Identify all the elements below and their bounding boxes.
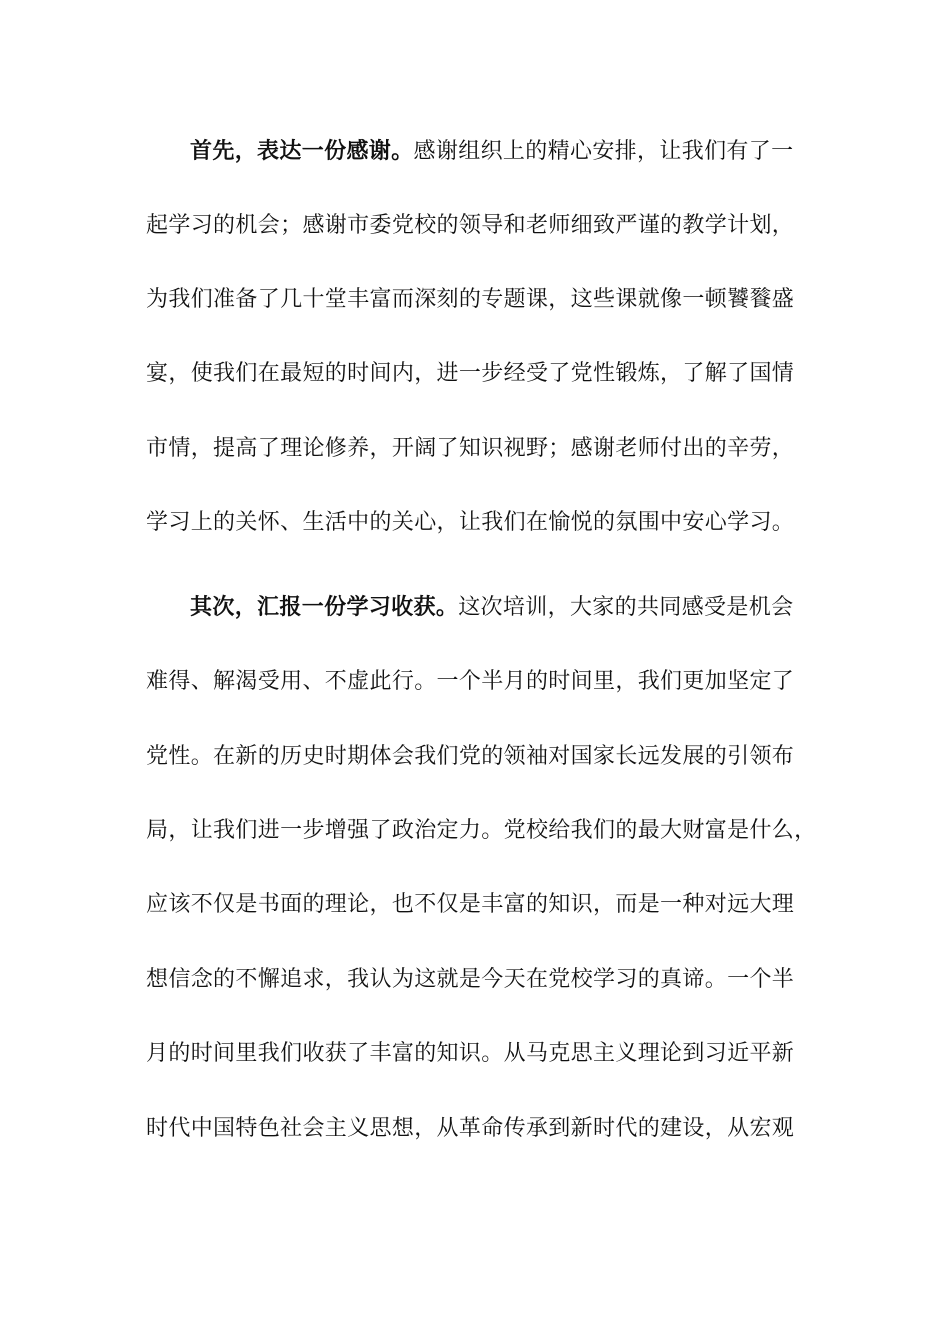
- paragraph-2-line-1: [190, 589, 806, 625]
- paragraph-1-line-5: 市情，提高了理论修养，开阔了知识视野；感谢老师付出的辛劳，: [146, 436, 795, 461]
- paragraph-2-text: 这次培训，大家的共同感受是机会: [458, 595, 794, 620]
- paragraph-2-line-6: 想信念的不懈追求，我认为这就是今天在党校学习的真谛。一个半: [146, 967, 795, 992]
- paragraph-2-line-7: 月的时间里我们收获了丰富的知识。从马克思主义理论到习近平新: [146, 1041, 795, 1066]
- paragraph-1-heading: 首先，表达一份感谢。: [190, 138, 414, 164]
- paragraph-2-line-4: 局，让我们进一步增强了政治定力。党校给我们的最大财富是什么，: [146, 818, 817, 843]
- paragraph-2-line-2: 难得、解渴受用、不虚此行。一个半月的时间里，我们更加坚定了: [146, 669, 795, 694]
- paragraph-2-line-8: 时代中国特色社会主义思想，从革命传承到新时代的建设，从宏观: [146, 1116, 795, 1141]
- paragraph-2-heading: 其次，汇报一份学习收获。: [190, 594, 459, 620]
- paragraph-1-text: 感谢组织上的精心安排，让我们有了一: [413, 139, 794, 164]
- paragraph-2-line-5: 应该不仅是书面的理论，也不仅是丰富的知识，而是一种对远大理: [146, 892, 795, 917]
- paragraph-1-line-2: 起学习的机会；感谢市委党校的领导和老师细致严谨的教学计划，: [146, 213, 795, 238]
- paragraph-1-line-3: 为我们准备了几十堂丰富而深刻的专题课，这些课就像一顿饕餮盛: [146, 287, 795, 312]
- paragraph-1-line-6: 学习上的关怀、生活中的关心，让我们在愉悦的氛围中安心学习。: [146, 510, 795, 535]
- paragraph-1-line-4: 宴，使我们在最短的时间内，进一步经受了党性锻炼，了解了国情: [146, 361, 795, 386]
- paragraph-1-line-1: [190, 133, 806, 169]
- paragraph-2-line-3: 党性。在新的历史时期体会我们党的领袖对国家长远发展的引领布: [146, 744, 795, 769]
